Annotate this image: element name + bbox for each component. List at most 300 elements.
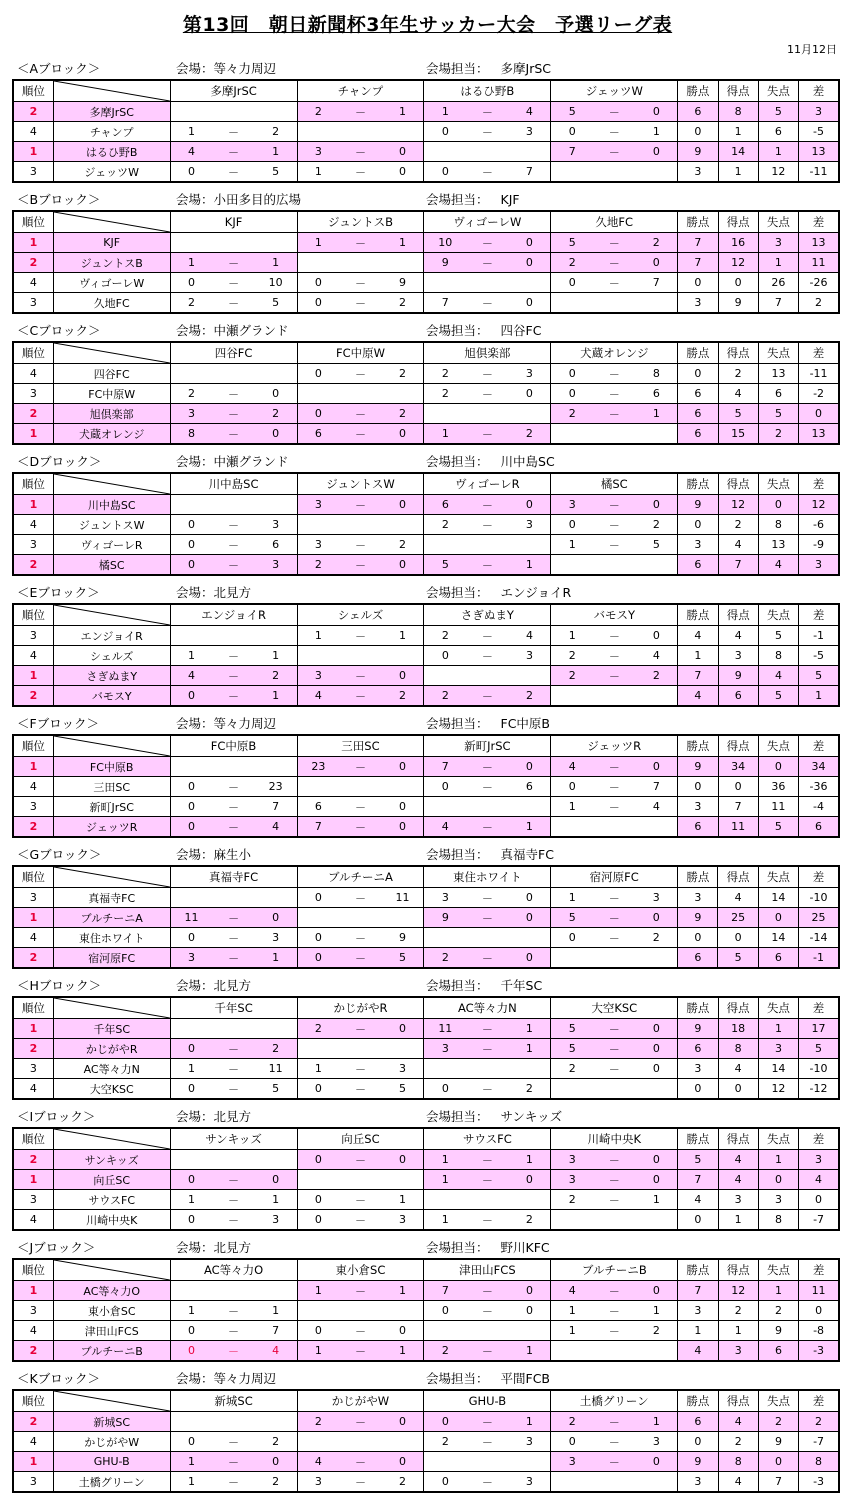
rank-cell: 3: [13, 1059, 53, 1079]
stat-ga: 7: [758, 1472, 798, 1493]
opponent-header: ヴィゴーレR: [424, 473, 551, 495]
block-venue: [176, 976, 251, 996]
stat-gf: 4: [718, 626, 758, 646]
score-against: 0: [509, 495, 551, 515]
score-dash: －: [466, 1341, 508, 1362]
stat-pts: 0: [678, 1079, 718, 1100]
score-for: 4: [551, 1281, 593, 1301]
goal-diff-header: 差: [799, 342, 839, 364]
score-dash: －: [339, 404, 381, 424]
score-for: 9: [424, 253, 466, 273]
table-row: [13, 253, 839, 273]
score-for: 0: [551, 515, 593, 535]
diagonal-line: [54, 1391, 170, 1411]
score-against: 2: [635, 928, 677, 948]
block-name: ＜Fブロック＞: [17, 716, 99, 731]
stat-pts: 4: [678, 686, 718, 707]
team-name: 東小倉SC: [53, 1301, 170, 1321]
score-against: 1: [382, 1341, 424, 1362]
score-dash: －: [212, 1059, 254, 1079]
score-against: 0: [255, 1452, 297, 1472]
stat-diff: -3: [799, 1472, 839, 1493]
block-host: [426, 190, 520, 210]
goals-against-header: 失点: [758, 1390, 798, 1412]
block-name: ＜Dブロック＞: [17, 454, 102, 469]
stat-pts: 3: [678, 1301, 718, 1321]
stat-pts: 3: [678, 1472, 718, 1493]
score-dash: －: [339, 817, 381, 838]
stat-ga: 3: [758, 1190, 798, 1210]
stat-ga: 26: [758, 273, 798, 293]
venue-prefix: 会場：: [176, 454, 214, 469]
stat-gf: 2: [718, 515, 758, 535]
score-for: 0: [170, 1210, 212, 1231]
goals-for-header: 得点: [718, 80, 758, 102]
team-name: 東住ホワイト: [53, 928, 170, 948]
stat-pts: 7: [678, 1170, 718, 1190]
score-against: 7: [255, 797, 297, 817]
block-header: [12, 714, 842, 734]
table-row: [13, 686, 839, 707]
team-name: 橘SC: [53, 555, 170, 576]
host-value: KJF: [500, 192, 520, 207]
rank-header: 順位: [13, 473, 53, 495]
team-name: エンジョイR: [53, 626, 170, 646]
corner-cell: [53, 1259, 170, 1281]
score-for: 1: [297, 626, 339, 646]
rank-cell: 3: [13, 888, 53, 908]
score-dash: －: [339, 757, 381, 777]
score-for: 1: [170, 646, 212, 666]
stat-gf: 12: [718, 1281, 758, 1301]
score-against: 0: [382, 817, 424, 838]
block-name: ＜Jブロック＞: [17, 1240, 96, 1255]
score-against: 2: [509, 686, 551, 707]
score-dash: －: [212, 535, 254, 555]
block-header: [12, 1107, 842, 1127]
score-dash: －: [212, 1321, 254, 1341]
stat-diff: 4: [799, 1170, 839, 1190]
stat-diff: -10: [799, 1059, 839, 1079]
score-dash: －: [593, 1150, 635, 1170]
stat-diff: 17: [799, 1019, 839, 1039]
score-against: 0: [509, 1281, 551, 1301]
score-against: 2: [509, 1079, 551, 1100]
score-against: 1: [509, 1150, 551, 1170]
stat-pts: 6: [678, 1412, 718, 1432]
score-against: 2: [509, 1210, 551, 1231]
goals-for-header: 得点: [718, 1128, 758, 1150]
opponent-header: 新町JrSC: [424, 735, 551, 757]
self-match-cell: [424, 1190, 551, 1210]
score-for: 2: [297, 555, 339, 576]
rank-header: 順位: [13, 735, 53, 757]
opponent-header: サンキッズ: [170, 1128, 297, 1150]
rank-cell: 1: [13, 757, 53, 777]
score-dash: －: [339, 928, 381, 948]
score-against: 0: [635, 1039, 677, 1059]
score-dash: －: [466, 777, 508, 797]
score-against: 0: [382, 1412, 424, 1432]
score-dash: －: [466, 1432, 508, 1452]
opponent-header: 土橋グリーン: [551, 1390, 678, 1412]
league-block: [12, 452, 842, 583]
score-for: 4: [297, 686, 339, 707]
stat-pts: 6: [678, 1039, 718, 1059]
diagonal-line: [54, 343, 170, 363]
score-dash: －: [212, 817, 254, 838]
score-for: 2: [551, 1190, 593, 1210]
stat-diff: -12: [799, 1079, 839, 1100]
rank-cell: 2: [13, 1341, 53, 1362]
self-match-cell: [424, 404, 551, 424]
block-host: [426, 1369, 550, 1389]
self-match-cell: [297, 1039, 424, 1059]
venue-value: 中瀬グランド: [213, 454, 289, 469]
rank-header: 順位: [13, 1259, 53, 1281]
score-dash: －: [212, 1452, 254, 1472]
stat-gf: 5: [718, 404, 758, 424]
stat-gf: 18: [718, 1019, 758, 1039]
score-for: 1: [551, 1301, 593, 1321]
score-dash: －: [212, 293, 254, 314]
score-for: 9: [424, 908, 466, 928]
stat-diff: -7: [799, 1210, 839, 1231]
opponent-header: 川崎中央K: [551, 1128, 678, 1150]
rank-cell: 2: [13, 948, 53, 969]
score-for: 0: [170, 555, 212, 576]
stat-ga: 5: [758, 102, 798, 122]
score-for: 0: [551, 928, 593, 948]
score-against: 2: [635, 515, 677, 535]
stat-pts: 7: [678, 233, 718, 253]
page-title: 第13回 朝日新聞杯3年生サッカー大会 予選リーグ表: [182, 14, 673, 36]
score-for: 7: [551, 142, 593, 162]
score-dash: －: [466, 686, 508, 707]
stat-ga: 12: [758, 162, 798, 183]
stat-gf: 3: [718, 646, 758, 666]
stat-gf: 9: [718, 293, 758, 314]
score-dash: －: [593, 1321, 635, 1341]
score-against: 3: [255, 928, 297, 948]
stat-gf: 15: [718, 424, 758, 445]
score-for: 0: [551, 384, 593, 404]
table-row: [13, 495, 839, 515]
score-against: 3: [255, 1210, 297, 1231]
score-for: 1: [297, 1281, 339, 1301]
win-points-header: 勝点: [678, 1128, 718, 1150]
stat-pts: 0: [678, 273, 718, 293]
block-host: [426, 714, 550, 734]
stat-ga: 5: [758, 817, 798, 838]
score-for: 1: [551, 888, 593, 908]
team-name: ジェッツR: [53, 817, 170, 838]
opponent-header: ジェッツW: [551, 80, 678, 102]
block-venue: [176, 1369, 276, 1389]
league-block: [12, 1369, 842, 1500]
self-match-cell: [424, 1321, 551, 1341]
stat-ga: 0: [758, 908, 798, 928]
stat-ga: 4: [758, 666, 798, 686]
score-dash: －: [593, 888, 635, 908]
score-against: 0: [382, 424, 424, 445]
stat-diff: -1: [799, 948, 839, 969]
self-match-cell: [170, 233, 297, 253]
score-against: 2: [255, 1472, 297, 1493]
block-header: [12, 1369, 842, 1389]
team-name: FC中原W: [53, 384, 170, 404]
score-against: 1: [255, 142, 297, 162]
stat-diff: -9: [799, 535, 839, 555]
stat-ga: 1: [758, 1281, 798, 1301]
host-value: 多摩JrSC: [500, 61, 552, 76]
stat-diff: -8: [799, 1321, 839, 1341]
self-match-cell: [170, 626, 297, 646]
table-header-row: [13, 1259, 839, 1281]
stat-diff: -14: [799, 928, 839, 948]
score-dash: －: [593, 626, 635, 646]
stat-diff: 3: [799, 102, 839, 122]
host-prefix: 会場担当：: [426, 323, 489, 338]
goals-for-header: 得点: [718, 604, 758, 626]
rank-header: 順位: [13, 80, 53, 102]
score-for: 0: [424, 1301, 466, 1321]
block-venue: [176, 1107, 251, 1127]
table-row: [13, 364, 839, 384]
score-against: 7: [509, 162, 551, 183]
score-dash: －: [593, 122, 635, 142]
self-match-cell: [424, 1059, 551, 1079]
opponent-header: ジェッツR: [551, 735, 678, 757]
score-against: 3: [382, 1059, 424, 1079]
score-dash: －: [212, 1472, 254, 1493]
block-host: [426, 845, 554, 865]
score-dash: －: [212, 1432, 254, 1452]
table-row: [13, 384, 839, 404]
score-against: 1: [509, 817, 551, 838]
score-dash: －: [593, 797, 635, 817]
stat-gf: 1: [718, 162, 758, 183]
score-for: 2: [170, 293, 212, 314]
stat-gf: 7: [718, 797, 758, 817]
venue-value: 北見方: [213, 1240, 252, 1255]
corner-cell: [53, 1390, 170, 1412]
score-dash: －: [339, 535, 381, 555]
stat-ga: 2: [758, 424, 798, 445]
opponent-header: AC等々力N: [424, 997, 551, 1019]
score-against: 4: [635, 797, 677, 817]
score-against: 2: [382, 293, 424, 314]
rank-cell: 1: [13, 424, 53, 445]
self-match-cell: [424, 142, 551, 162]
score-for: 8: [170, 424, 212, 445]
score-dash: －: [593, 102, 635, 122]
stat-ga: 12: [758, 1079, 798, 1100]
score-against: 2: [382, 1472, 424, 1493]
block-host: [426, 452, 555, 472]
block-venue: [176, 59, 276, 79]
league-block: [12, 1107, 842, 1238]
table-row: [13, 1150, 839, 1170]
table-row: [13, 757, 839, 777]
corner-cell: [53, 211, 170, 233]
score-against: 1: [509, 1039, 551, 1059]
table-row: [13, 646, 839, 666]
score-dash: －: [593, 495, 635, 515]
score-for: 0: [551, 777, 593, 797]
stat-pts: 4: [678, 1190, 718, 1210]
stat-gf: 12: [718, 253, 758, 273]
table-row: [13, 555, 839, 576]
score-against: 0: [509, 757, 551, 777]
stat-ga: 36: [758, 777, 798, 797]
opponent-header: ジュントスW: [297, 473, 424, 495]
date-label: 11月12日: [787, 43, 837, 56]
self-match-cell: [551, 293, 678, 314]
score-dash: －: [339, 1019, 381, 1039]
score-against: 0: [635, 495, 677, 515]
stat-gf: 3: [718, 1190, 758, 1210]
score-against: 2: [255, 404, 297, 424]
score-dash: －: [339, 1059, 381, 1079]
score-dash: －: [339, 1341, 381, 1362]
venue-prefix: 会場：: [176, 716, 214, 731]
stat-diff: 0: [799, 1301, 839, 1321]
stat-ga: 13: [758, 535, 798, 555]
venue-value: 北見方: [213, 978, 252, 993]
score-for: 5: [551, 1039, 593, 1059]
team-name: 真福寺FC: [53, 888, 170, 908]
score-dash: －: [212, 515, 254, 535]
score-dash: －: [466, 908, 508, 928]
team-name: 津田山FCS: [53, 1321, 170, 1341]
win-points-header: 勝点: [678, 1259, 718, 1281]
stat-diff: 3: [799, 1150, 839, 1170]
goals-for-header: 得点: [718, 342, 758, 364]
score-for: 1: [424, 102, 466, 122]
block-host: [426, 59, 551, 79]
team-name: バモスY: [53, 686, 170, 707]
host-prefix: 会場担当：: [426, 454, 489, 469]
stat-ga: 6: [758, 384, 798, 404]
league-block: [12, 321, 842, 452]
score-for: 3: [297, 142, 339, 162]
stat-gf: 1: [718, 1210, 758, 1231]
score-against: 0: [509, 233, 551, 253]
score-dash: －: [466, 888, 508, 908]
team-name: 久地FC: [53, 293, 170, 314]
score-against: 3: [509, 122, 551, 142]
self-match-cell: [551, 1210, 678, 1231]
diagonal-line: [54, 736, 170, 756]
stat-pts: 7: [678, 253, 718, 273]
score-against: 0: [635, 142, 677, 162]
goals-against-header: 失点: [758, 211, 798, 233]
block-venue: [176, 845, 251, 865]
rank-cell: 4: [13, 273, 53, 293]
goal-diff-header: 差: [799, 1259, 839, 1281]
score-against: 6: [635, 384, 677, 404]
stat-ga: 3: [758, 1039, 798, 1059]
score-against: 3: [382, 1210, 424, 1231]
score-for: 1: [170, 1472, 212, 1493]
table-row: [13, 888, 839, 908]
team-name: サウスFC: [53, 1190, 170, 1210]
team-name: ヴィゴーレW: [53, 273, 170, 293]
table-header-row: [13, 1390, 839, 1412]
score-against: 0: [382, 162, 424, 183]
score-dash: －: [339, 1079, 381, 1100]
score-dash: －: [593, 233, 635, 253]
table-header-row: [13, 1128, 839, 1150]
goals-for-header: 得点: [718, 473, 758, 495]
stat-ga: 0: [758, 1170, 798, 1190]
score-against: 2: [382, 535, 424, 555]
score-for: 1: [424, 1210, 466, 1231]
rank-cell: 4: [13, 1432, 53, 1452]
rank-cell: 1: [13, 666, 53, 686]
venue-prefix: 会場：: [176, 1109, 214, 1124]
team-name: GHU-B: [53, 1452, 170, 1472]
score-dash: －: [593, 1452, 635, 1472]
score-against: 2: [255, 122, 297, 142]
score-for: 1: [170, 253, 212, 273]
score-against: 9: [382, 273, 424, 293]
score-for: 0: [424, 1412, 466, 1432]
league-block: [12, 845, 842, 976]
table-row: [13, 1341, 839, 1362]
score-for: 1: [551, 797, 593, 817]
corner-cell: [53, 473, 170, 495]
score-for: 3: [170, 404, 212, 424]
goals-against-header: 失点: [758, 997, 798, 1019]
rank-cell: 2: [13, 253, 53, 273]
score-for: 0: [297, 1079, 339, 1100]
score-dash: －: [339, 1190, 381, 1210]
score-dash: －: [466, 1170, 508, 1190]
stat-ga: 14: [758, 1059, 798, 1079]
score-against: 0: [255, 424, 297, 445]
block-header: [12, 190, 842, 210]
block-venue: [176, 452, 289, 472]
self-match-cell: [551, 817, 678, 838]
opponent-header: 久地FC: [551, 211, 678, 233]
score-dash: －: [593, 535, 635, 555]
score-for: 1: [170, 1301, 212, 1321]
stat-diff: 0: [799, 1190, 839, 1210]
stat-gf: 5: [718, 948, 758, 969]
stat-ga: 7: [758, 293, 798, 314]
stat-pts: 3: [678, 797, 718, 817]
score-for: 2: [551, 253, 593, 273]
opponent-header: ヴィゴーレW: [424, 211, 551, 233]
score-dash: －: [466, 948, 508, 969]
score-for: 0: [170, 928, 212, 948]
score-against: 2: [635, 666, 677, 686]
score-for: 0: [297, 364, 339, 384]
stat-gf: 4: [718, 1170, 758, 1190]
opponent-header: バモスY: [551, 604, 678, 626]
stat-pts: 7: [678, 1281, 718, 1301]
block-header: [12, 976, 842, 996]
goals-for-header: 得点: [718, 211, 758, 233]
score-against: 1: [255, 686, 297, 707]
league-table: [12, 996, 840, 1100]
table-header-row: [13, 866, 839, 888]
score-against: 5: [255, 162, 297, 183]
goals-against-header: 失点: [758, 1259, 798, 1281]
venue-prefix: 会場：: [176, 61, 214, 76]
